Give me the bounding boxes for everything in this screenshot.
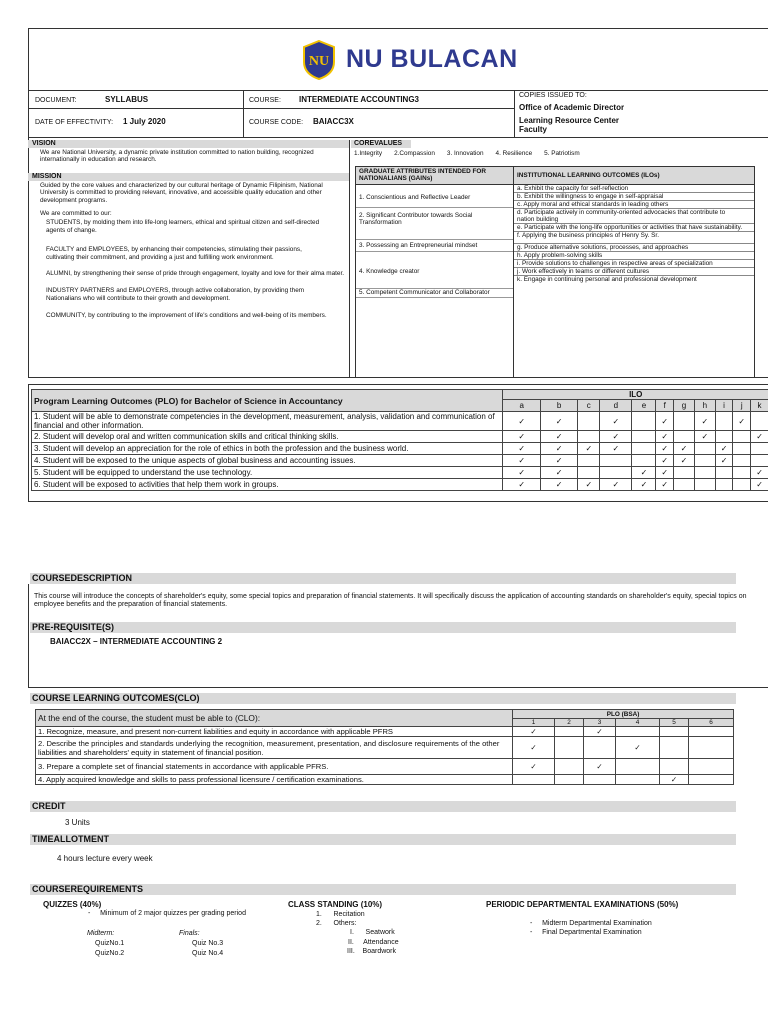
plo-empty-cell	[694, 479, 715, 491]
plo-row	[32, 431, 768, 443]
plo-empty-cell	[578, 412, 600, 431]
plo-check-mark: ✓	[656, 467, 674, 479]
clo-row	[36, 759, 734, 775]
plo-ilo-column-header: e	[632, 400, 656, 412]
mission-alumni: ALUMNI, by strengthening their sense of pride through engagement, loyalty and love for their alma mater.	[46, 270, 345, 278]
plo-ilo-label: ILO	[503, 390, 768, 400]
plo-row	[32, 412, 768, 431]
plo-empty-cell	[632, 412, 656, 431]
clo-empty-cell	[660, 727, 689, 737]
plo-empty-cell	[694, 455, 715, 467]
plo-check-mark: ✓	[733, 412, 751, 431]
midterm-quiz: QuizNo.2	[95, 950, 125, 957]
plo-empty-cell	[733, 467, 751, 479]
plo-empty-cell	[600, 455, 632, 467]
clo-plo-column-header: 5	[660, 719, 689, 727]
clo-statement: 3. Prepare a complete set of financial statements in accordance with applicable PFRS.	[36, 759, 513, 775]
clo-empty-cell	[616, 775, 660, 785]
plo-empty-cell	[733, 431, 751, 443]
gain-item: 5. Competent Communicator and Collaborator	[359, 289, 490, 296]
clo-empty-cell	[660, 759, 689, 775]
plo-check-mark: ✓	[600, 443, 632, 455]
plo-section	[28, 384, 768, 502]
effectivity-value: 1 July 2020	[123, 117, 166, 126]
plo-empty-cell	[733, 455, 751, 467]
midterm-label: Midterm:	[87, 930, 115, 937]
effectivity-label: DATE OF EFFECTIVITY:	[35, 119, 114, 126]
plo-check-mark: ✓	[694, 412, 715, 431]
plo-ilo-column-header: h	[694, 400, 715, 412]
clo-empty-cell	[689, 759, 734, 775]
core-values-heading: COREVALUES	[351, 140, 411, 148]
plo-check-mark: ✓	[540, 467, 577, 479]
plo-check-mark: ✓	[656, 443, 674, 455]
plo-empty-cell	[751, 455, 768, 467]
clo-plo-label: PLO (BSA)	[513, 710, 734, 719]
ilo-list	[514, 185, 754, 283]
credit-heading: CREDIT	[30, 801, 736, 812]
vision-mission-column	[28, 140, 350, 378]
clo-lead: At the end of the course, the student must be able to (CLO):	[36, 710, 513, 727]
plo-empty-cell	[733, 443, 751, 455]
finals-quiz: Quiz No.4	[192, 950, 224, 957]
quizzes-bullet: - Minimum of 2 major quizzes per grading period	[88, 910, 246, 917]
requirements-heading: COURSEREQUIREMENTS	[30, 884, 736, 895]
ilo-item: h. Apply problem-solving skills	[514, 252, 754, 260]
core-values-list	[351, 150, 755, 157]
plo-empty-cell	[578, 467, 600, 479]
plo-row	[32, 467, 768, 479]
plo-empty-cell	[674, 431, 695, 443]
plo-check-mark: ✓	[751, 479, 768, 491]
course-description-text: This course will introduce the concepts of shareholder's equity, some special topics and preparation of financial statements. It will specifically discuss the application of accounting standards on shareholder's equity, special topics on employee benefits and the preparation of financial statements.	[34, 593, 747, 608]
gains-heading: GRADUATE ATTRIBUTES INTENDED FOR NATIONALIANS (GAINs)	[356, 167, 513, 185]
clo-empty-cell	[660, 737, 689, 759]
clo-plo-column-header: 6	[689, 719, 734, 727]
plo-empty-cell	[632, 431, 656, 443]
logo	[302, 40, 522, 82]
plo-empty-cell	[733, 479, 751, 491]
clo-table	[35, 709, 734, 785]
plo-check-mark: ✓	[503, 431, 540, 443]
prerequisite-value: BAIACC2X – INTERMEDIATE ACCOUNTING 2	[50, 637, 223, 646]
plo-check-mark: ✓	[674, 443, 695, 455]
svg-text:NU: NU	[308, 54, 330, 69]
plo-empty-cell	[751, 443, 768, 455]
plo-check-mark: ✓	[578, 479, 600, 491]
finals-quiz: Quiz No.3	[192, 940, 224, 947]
clo-empty-cell	[555, 727, 584, 737]
clo-heading: COURSE LEARNING OUTCOMES(CLO)	[30, 693, 736, 704]
prerequisite-heading: PRE-REQUISITE(S)	[30, 622, 736, 633]
plo-ilo-column-header: d	[600, 400, 632, 412]
clo-check-mark: ✓	[660, 775, 689, 785]
plo-ilo-column-header: f	[656, 400, 674, 412]
credit-value: 3 Units	[65, 818, 90, 827]
finals-label: Finals:	[179, 930, 200, 937]
periodic-title: PERIODIC DEPARTMENTAL EXAMINATIONS (50%)	[486, 900, 679, 909]
plo-empty-cell	[715, 467, 733, 479]
plo-check-mark: ✓	[600, 479, 632, 491]
gain-item: 1. Conscientious and Reflective Leader	[359, 194, 471, 201]
plo-row	[32, 443, 768, 455]
time-allotment-heading: TIMEALLOTMENT	[30, 834, 736, 845]
clo-plo-column-header: 1	[513, 719, 555, 727]
quizzes-title: QUIZZES (40%)	[43, 900, 102, 909]
course-description-heading: COURSEDESCRIPTION	[30, 573, 736, 584]
plo-check-mark: ✓	[656, 412, 674, 431]
plo-ilo-column-header: c	[578, 400, 600, 412]
copies-item: Learning Resource Center	[519, 116, 620, 125]
clo-statement: 2. Describe the principles and standards underlying the recognition, measurement, presentation, and disclosure requirements of the other liabilities and shareholders' equity in statement of financial position.	[36, 737, 513, 759]
ilo-item: b. Exhibit the willingness to engage in self-appraisal	[514, 193, 754, 201]
periodic-item-text: Midterm Departmental Examination	[542, 920, 652, 927]
plo-empty-cell	[715, 431, 733, 443]
plo-check-mark: ✓	[600, 431, 632, 443]
class-standing-subitem: I. Seatwork	[350, 929, 395, 936]
plo-empty-cell	[632, 443, 656, 455]
plo-check-mark: ✓	[656, 455, 674, 467]
core-value: 5. Patriotism	[544, 150, 580, 157]
plo-check-mark: ✓	[715, 443, 733, 455]
plo-empty-cell	[715, 412, 733, 431]
plo-check-mark: ✓	[674, 455, 695, 467]
plo-statement: 3. Student will develop an appreciation for the role of ethics in both the profession and the business world.	[32, 443, 503, 455]
clo-check-mark: ✓	[584, 759, 616, 775]
gain-item: 3. Possessing an Entrepreneurial mindset	[359, 242, 478, 249]
vision-text: We are National University, a dynamic private institution committed to nation building, recognized internationally in education and research.	[40, 149, 314, 164]
plo-check-mark: ✓	[694, 431, 715, 443]
ilo-item: d. Participate actively in community-oriented advocacies that contribute to nation building	[514, 209, 754, 224]
plo-check-mark: ✓	[656, 431, 674, 443]
core-value: 4. Resilience	[495, 150, 533, 157]
plo-check-mark: ✓	[540, 443, 577, 455]
plo-ilo-column-header: i	[715, 400, 733, 412]
plo-check-mark: ✓	[503, 479, 540, 491]
plo-check-mark: ✓	[751, 431, 768, 443]
ilo-item: i. Provide solutions to challenges in respective areas of specialization	[514, 260, 754, 268]
course-label: COURSE:	[249, 97, 281, 104]
plo-row	[32, 455, 768, 467]
mission-intro: Guided by the core values and characterized by our cultural heritage of Dynamic Filipinism, National University is committed to providing relevant, innovative, and accessible quality education and other development programs.	[40, 181, 323, 204]
plo-ilo-column-header: k	[751, 400, 768, 412]
document-value: SYLLABUS	[105, 95, 149, 104]
ilo-item: g. Produce alternative solutions, processes, and approaches	[514, 244, 754, 252]
plo-empty-cell	[751, 412, 768, 431]
class-standing-item: 1. Recitation	[316, 911, 365, 918]
plo-title: Program Learning Outcomes (PLO) for Bachelor of Science in Accountancy	[32, 390, 503, 412]
clo-row	[36, 775, 734, 785]
copies-item: Office of Academic Director	[519, 103, 625, 112]
plo-statement: 4. Student will be exposed to the unique aspects of global business and accounting issues.	[32, 455, 503, 467]
plo-check-mark: ✓	[503, 467, 540, 479]
course-value: INTERMEDIATE ACCOUNTING3	[299, 95, 419, 104]
clo-empty-cell	[555, 759, 584, 775]
plo-table	[31, 389, 768, 491]
plo-empty-cell	[632, 455, 656, 467]
time-allotment-value: 4 hours lecture every week	[57, 854, 153, 863]
vision-heading: VISION	[28, 140, 349, 148]
clo-empty-cell	[689, 727, 734, 737]
copies-label: COPIES ISSUED TO:	[519, 92, 587, 99]
plo-empty-cell	[694, 467, 715, 479]
plo-check-mark: ✓	[503, 443, 540, 455]
mission-faculty: FACULTY and EMPLOYEES, by enhancing their competencies, stimulating their passions, cultivating their commitment, and providing a just and fulfilling work environment.	[46, 246, 302, 261]
clo-check-mark: ✓	[513, 727, 555, 737]
class-standing-subitem: II. Attendance	[348, 939, 399, 946]
clo-empty-cell	[689, 775, 734, 785]
copies-item: Faculty	[519, 125, 548, 134]
plo-check-mark: ✓	[540, 455, 577, 467]
plo-check-mark: ✓	[715, 455, 733, 467]
ilo-item: e. Participate with the long-life opportunities or activities that have sustainability.	[514, 224, 754, 232]
ilo-item: f. Applying the business principles of Henry Sy. Sr.	[514, 232, 754, 244]
plo-statement: 5. Student will be equipped to understand the use technology.	[32, 467, 503, 479]
ilo-item: j. Work effectively in teams or different cultures	[514, 268, 754, 276]
clo-plo-column-header: 4	[616, 719, 660, 727]
plo-ilo-column-header: j	[733, 400, 751, 412]
plo-check-mark: ✓	[503, 412, 540, 431]
plo-empty-cell	[578, 431, 600, 443]
plo-row	[32, 479, 768, 491]
class-standing-subitem: III. Boardwork	[347, 948, 397, 955]
core-value: 2.Compassion	[394, 150, 435, 157]
periodic-item: - Midterm Departmental Examination	[530, 920, 652, 927]
clo-empty-cell	[584, 775, 616, 785]
clo-empty-cell	[513, 775, 555, 785]
plo-check-mark: ✓	[540, 479, 577, 491]
periodic-item: - Final Departmental Examination	[530, 929, 642, 936]
ilo-item: c. Apply moral and ethical standards in leading others	[514, 201, 754, 209]
core-value: 1.Integrity	[354, 150, 383, 157]
class-standing-item: 2. Others:	[316, 920, 357, 927]
periodic-item-text: Final Departmental Examination	[542, 929, 642, 936]
clo-empty-cell	[616, 759, 660, 775]
plo-check-mark: ✓	[751, 467, 768, 479]
plo-check-mark: ✓	[578, 443, 600, 455]
clo-row	[36, 727, 734, 737]
class-standing-title: CLASS STANDING (10%)	[288, 900, 383, 909]
plo-check-mark: ✓	[503, 455, 540, 467]
plo-empty-cell	[715, 479, 733, 491]
ilo-item: k. Engage in continuing personal and professional development	[517, 276, 697, 283]
document-label: DOCUMENT:	[35, 97, 77, 104]
clo-check-mark: ✓	[584, 727, 616, 737]
clo-check-mark: ✓	[616, 737, 660, 759]
plo-statement: 6. Student will be exposed to activities that help them work in groups.	[32, 479, 503, 491]
course-code-label: COURSE CODE:	[249, 119, 304, 126]
plo-empty-cell	[600, 467, 632, 479]
plo-check-mark: ✓	[656, 479, 674, 491]
gains-ilo-table	[355, 166, 755, 378]
plo-check-mark: ✓	[632, 479, 656, 491]
gain-item: 4. Knowledge creator	[359, 268, 420, 275]
mission-commit: We are committed to our:	[40, 210, 112, 218]
core-value: 3. Innovation	[446, 150, 484, 157]
plo-empty-cell	[674, 479, 695, 491]
plo-check-mark: ✓	[540, 412, 577, 431]
plo-empty-cell	[694, 443, 715, 455]
mission-community: COMMUNITY, by contributing to the improvement of life's conditions and well-being of its members.	[46, 312, 327, 320]
clo-plo-column-header: 3	[584, 719, 616, 727]
clo-row	[36, 737, 734, 759]
clo-empty-cell	[555, 737, 584, 759]
plo-empty-cell	[674, 412, 695, 431]
plo-ilo-column-header: b	[540, 400, 577, 412]
plo-check-mark: ✓	[600, 412, 632, 431]
clo-empty-cell	[689, 737, 734, 759]
plo-ilo-column-header: a	[503, 400, 540, 412]
doc-info-grid	[28, 90, 768, 138]
plo-empty-cell	[578, 455, 600, 467]
course-code-value: BAIACC3X	[313, 117, 354, 126]
plo-empty-cell	[674, 467, 695, 479]
plo-check-mark: ✓	[540, 431, 577, 443]
mission-industry: INDUSTRY PARTNERS and EMPLOYERS, through active collaboration, by providing them Nationalians who will contribute to their growth and development.	[46, 287, 305, 302]
ilo-heading: INSTITUTIONAL LEARNING OUTCOMES (ILOs)	[514, 167, 754, 185]
plo-ilo-column-header: g	[674, 400, 695, 412]
brand-name: NU BULACAN	[346, 45, 518, 73]
gain-item: 2. Significant Contributor towards Social Transformation	[359, 212, 473, 227]
clo-check-mark: ✓	[513, 759, 555, 775]
clo-check-mark: ✓	[513, 737, 555, 759]
ilo-item: a. Exhibit the capacity for self-reflection	[514, 185, 754, 193]
mission-students: STUDENTS, by molding them into life-long learners, ethical and spiritual citizen and self-directed agents of change.	[46, 219, 320, 234]
quizzes-bullet-text: Minimum of 2 major quizzes per grading period	[100, 910, 246, 917]
core-values-block	[351, 140, 755, 162]
clo-statement: 4. Apply acquired knowledge and skills to pass professional licensure / certification examinations.	[36, 775, 513, 785]
nu-seal-icon	[302, 40, 336, 80]
clo-empty-cell	[555, 775, 584, 785]
mission-heading: MISSION	[28, 173, 349, 181]
clo-empty-cell	[616, 727, 660, 737]
midterm-quiz: QuizNo.1	[95, 940, 125, 947]
clo-statement: 1. Recognize, measure, and present non-current liabilities and equity in accordance with applicable PFRS	[36, 727, 513, 737]
plo-check-mark: ✓	[632, 467, 656, 479]
clo-empty-cell	[584, 737, 616, 759]
plo-statement: 1. Student will be able to demonstrate competencies in the development, measurement, analysis, validation and communication of financial and other information.	[32, 412, 503, 431]
plo-statement: 2. Student will develop oral and written communication skills and critical thinking skills.	[32, 431, 503, 443]
clo-plo-column-header: 2	[555, 719, 584, 727]
